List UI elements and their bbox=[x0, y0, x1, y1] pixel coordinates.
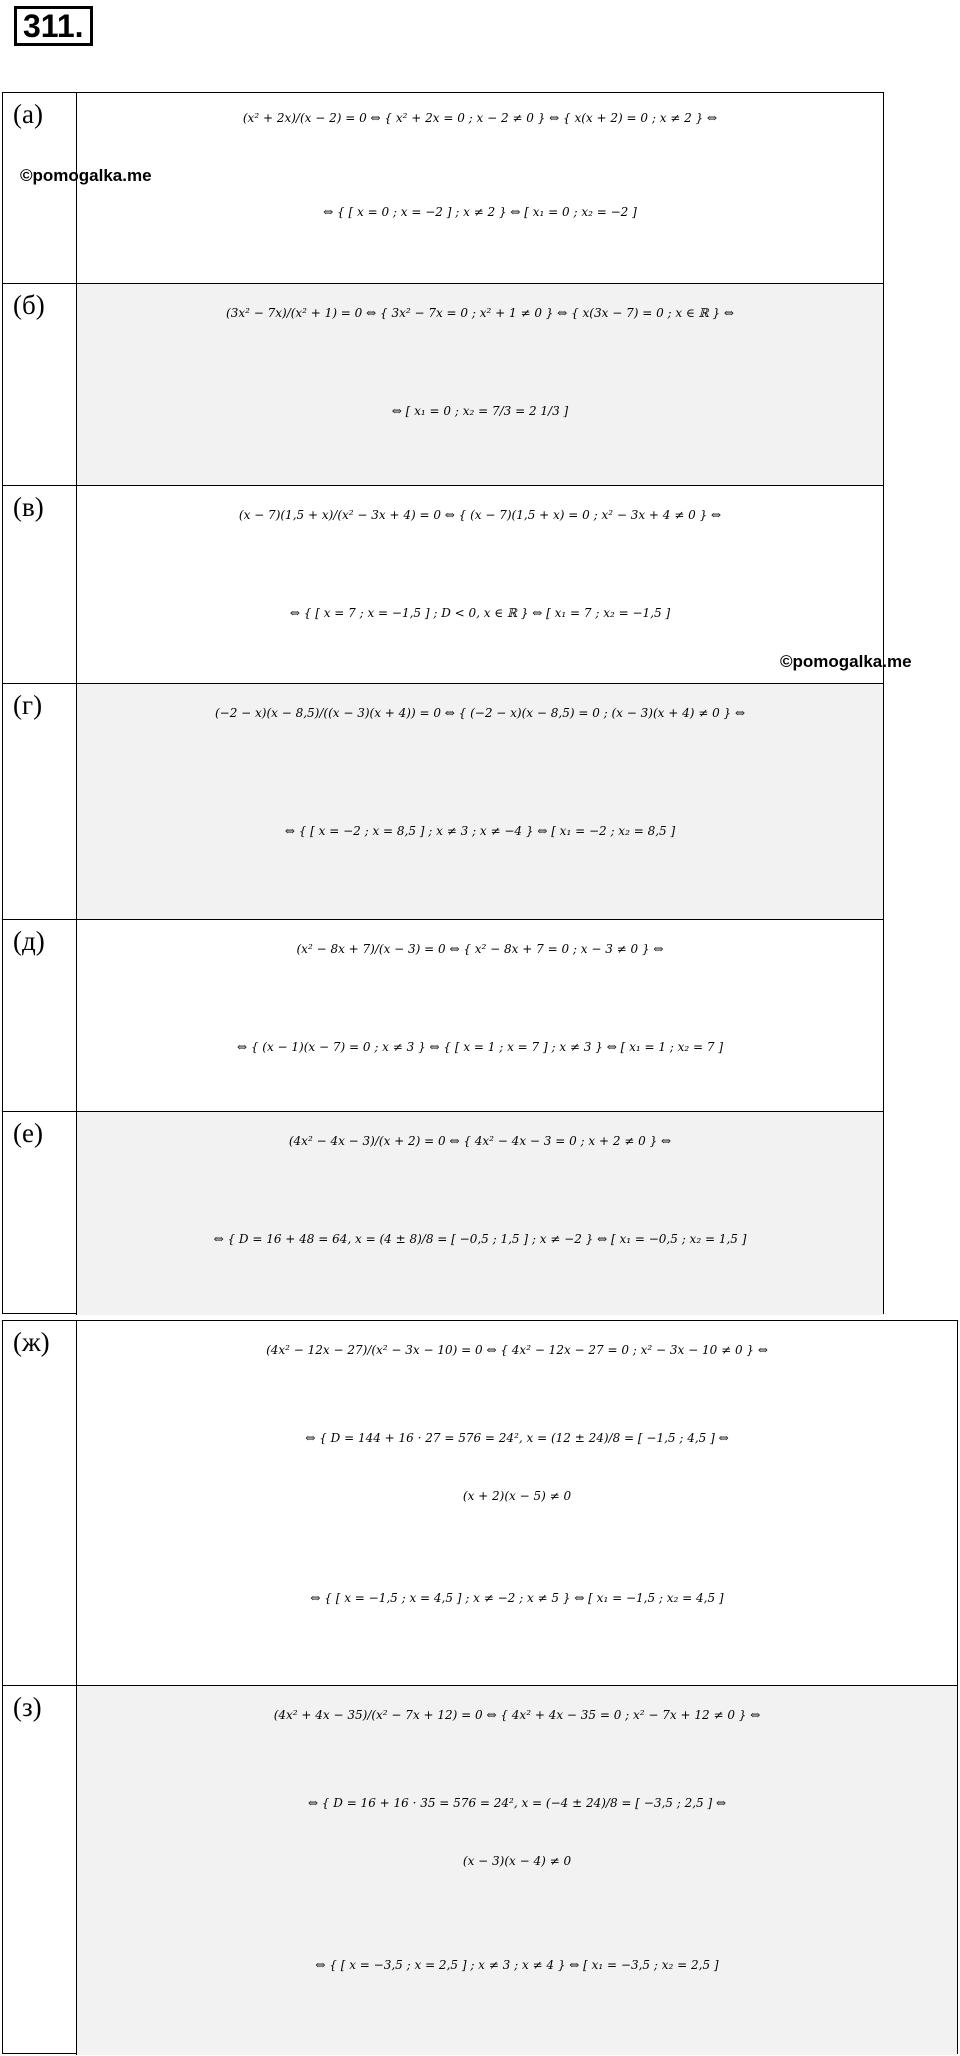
row-label: (д) bbox=[3, 920, 77, 1111]
row-label: (ж) bbox=[3, 1321, 77, 1685]
formula-line: (4x² − 4x − 3)/(x + 2) = 0 ⇔ { 4x² − 4x − 3 = 0 ; x + 2 ≠ 0 } ⇔ bbox=[288, 1134, 672, 1148]
row-label: (г) bbox=[3, 684, 77, 919]
formula-line: (3x² − 7x)/(x² + 1) = 0 ⇔ { 3x² − 7x = 0 ; x² + 1 ≠ 0 } ⇔ { x(3x − 7) = 0 ; x ∈ ℝ } ⇔ bbox=[226, 306, 734, 320]
row-label: (з) bbox=[3, 1686, 77, 2055]
row-b bbox=[3, 283, 883, 485]
watermark: ©pomogalka.me bbox=[20, 166, 152, 185]
row-d bbox=[3, 919, 883, 1111]
row-a bbox=[3, 93, 883, 283]
formula-line: (x² + 2x)/(x − 2) = 0 ⇔ { x² + 2x = 0 ; x − 2 ≠ 0 } ⇔ { x(x + 2) = 0 ; x ≠ 2 } ⇔ bbox=[242, 111, 718, 125]
row-zh bbox=[3, 1321, 957, 1685]
formula-line: ⇔ { D = 16 + 48 = 64, x = (4 ± 8)/8 = [ −0,5 ; 1,5 ] ; x ≠ −2 } ⇔ [ x₁ = −0,5 ; x₂ = 1,5 ] bbox=[213, 1232, 747, 1246]
formula-line: (−2 − x)(x − 8,5)/((x − 3)(x + 4)) = 0 ⇔ { (−2 − x)(x − 8,5) = 0 ; (x − 3)(x + 4) ≠ 0 } ⇔ bbox=[214, 706, 746, 720]
row-label: (а) bbox=[3, 93, 77, 283]
formula-line: (x + 2)(x − 5) ≠ 0 bbox=[462, 1489, 572, 1503]
row-label: (е) bbox=[3, 1112, 77, 1315]
formula-line: ⇔ { [ x = −3,5 ; x = 2,5 ] ; x ≠ 3 ; x ≠ 4 } ⇔ [ x₁ = −3,5 ; x₂ = 2,5 ] bbox=[315, 1958, 719, 1972]
problem-number: 311. bbox=[14, 6, 93, 46]
solutions-table-1 bbox=[2, 92, 884, 1314]
formula-line: ⇔ { [ x = −2 ; x = 8,5 ] ; x ≠ 3 ; x ≠ −4 } ⇔ [ x₁ = −2 ; x₂ = 8,5 ] bbox=[284, 824, 676, 838]
formula-line: (x − 7)(1,5 + x)/(x² − 3x + 4) = 0 ⇔ { (x − 7)(1,5 + x) = 0 ; x² − 3x + 4 ≠ 0 } ⇔ bbox=[238, 508, 722, 522]
row-v bbox=[3, 485, 883, 683]
formula-line: ⇔ { [ x = 7 ; x = −1,5 ] ; D < 0, x ∈ ℝ } ⇔ [ x₁ = 7 ; x₂ = −1,5 ] bbox=[289, 606, 671, 620]
row-g bbox=[3, 683, 883, 919]
formula-line: (4x² + 4x − 35)/(x² − 7x + 12) = 0 ⇔ { 4x² + 4x − 35 = 0 ; x² − 7x + 12 ≠ 0 } ⇔ bbox=[273, 1708, 761, 1722]
row-label: (б) bbox=[3, 284, 77, 485]
formula-line: ⇔ { D = 16 + 16 · 35 = 576 = 24², x = (−4 ± 24)/8 = [ −3,5 ; 2,5 ] ⇔ bbox=[307, 1796, 727, 1810]
row-label: (в) bbox=[3, 486, 77, 683]
solutions-table-2 bbox=[2, 1320, 958, 2054]
formula-line: (x² − 8x + 7)/(x − 3) = 0 ⇔ { x² − 8x + 7 = 0 ; x − 3 ≠ 0 } ⇔ bbox=[296, 942, 664, 956]
formula-line: (4x² − 12x − 27)/(x² − 3x − 10) = 0 ⇔ { 4x² − 12x − 27 = 0 ; x² − 3x − 10 ≠ 0 } ⇔ bbox=[266, 1343, 768, 1357]
formula-line: ⇔ { [ x = −1,5 ; x = 4,5 ] ; x ≠ −2 ; x ≠ 5 } ⇔ [ x₁ = −1,5 ; x₂ = 4,5 ] bbox=[310, 1591, 724, 1605]
watermark: ©pomogalka.me bbox=[780, 652, 912, 671]
row-e bbox=[3, 1111, 883, 1315]
formula-line: ⇔ [ x₁ = 0 ; x₂ = 7/3 = 2 1/3 ] bbox=[391, 404, 569, 418]
formula-line: ⇔ { D = 144 + 16 · 27 = 576 = 24², x = (12 ± 24)/8 = [ −1,5 ; 4,5 ] ⇔ bbox=[305, 1431, 729, 1445]
row-z bbox=[3, 1685, 957, 2055]
formula-line: ⇔ { (x − 1)(x − 7) = 0 ; x ≠ 3 } ⇔ { [ x = 1 ; x = 7 ] ; x ≠ 3 } ⇔ [ x₁ = 1 ; x₂ = 7 ] bbox=[236, 1040, 724, 1054]
formula-line: ⇔ { [ x = 0 ; x = −2 ] ; x ≠ 2 } ⇔ [ x₁ = 0 ; x₂ = −2 ] bbox=[323, 205, 637, 219]
formula-line: (x − 3)(x − 4) ≠ 0 bbox=[462, 1854, 572, 1868]
